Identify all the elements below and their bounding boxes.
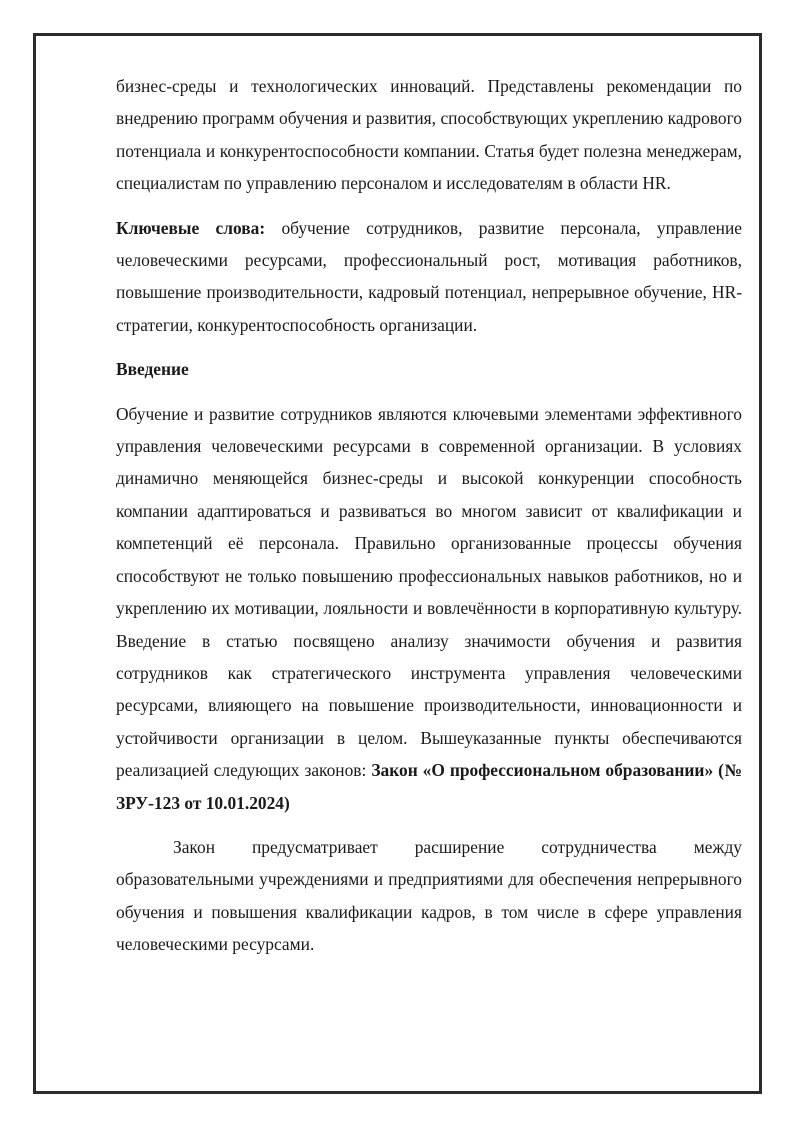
abstract-paragraph: бизнес-среды и технологических инноваций. Представлены рекомендации по внедрению программ обучения и развития, способствующих укреплению кадрового потенциала и конкурентоспособности компании. Статья будет полезна менеджерам, специалистам по управлению персоналом и исследователям в области HR. [116, 76, 742, 194]
document-body [116, 70, 742, 961]
introduction-text: Обучение и развитие сотрудников являются ключевыми элементами эффективного управления человеческими ресурсами в современной организации. В условиях динамично меняющейся бизнес-среды и высокой конкуренции способность компании адаптироваться и развиваться во многом зависит от квалификации и компетенций её персонала. Правильно организованные процессы обучения способствуют не только повышению профессиональных навыков работников, но и укреплению их мотивации, лояльности и вовлечённости в корпоративную культуру. Введение в статью посвящено анализу значимости обучения и развития сотрудников как стратегического инструмента управления человеческими ресурсами, влияющего на повышение производительности, инновационности и устойчивости организации в целом. Вышеуказанные пункты обеспечиваются реализацией следующих законов: [116, 403, 742, 781]
keywords-text: обучение сотрудников, развитие персонала, управление человеческими ресурсами, профессиональный рост, мотивация работников, повышение производительности, кадровый потенциал, непрерывное обучение, HR-стратегии, конкурентоспособность организации. [116, 217, 743, 335]
law-title: Закон «О профессиональном образовании» (№ ЗРУ-123 от 10.01.2024) [116, 760, 742, 813]
introduction-paragraph [116, 398, 742, 819]
law-description-paragraph: Закон предусматривает расширение сотрудничества между образовательными учреждениями и предприятиями для обеспечения непрерывного обучения и повышения квалификации кадров, в том числе в сфере управления человеческими ресурсами. [116, 836, 742, 955]
keywords-label: Ключевые слова: [116, 217, 266, 238]
keywords-paragraph [116, 212, 742, 342]
section-heading-introduction: Введение [116, 359, 189, 380]
